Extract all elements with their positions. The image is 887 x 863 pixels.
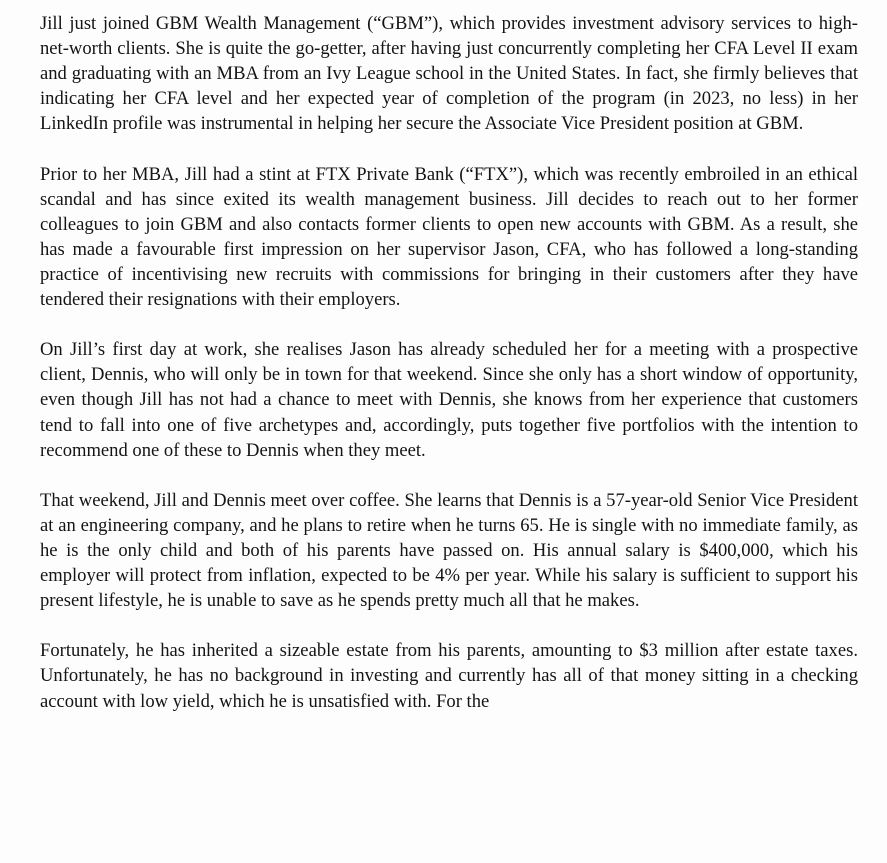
paragraph-ftx-background: Prior to her MBA, Jill had a stint at FTX Private Bank (“FTX”), which was recently embroiled in an ethical scandal and has since exited its wealth management business. Jill decides to reach out to her former colleagues to join GBM and also contacts former clients to open new accounts with GBM. As a result, she has made a favourable first impression on her supervisor Jason, CFA, who has followed a long-standing practice of incentivising new recruits with commissions for bringing in their customers after they have tendered their resignations with their employers. xyxy=(40,163,858,311)
paragraph-first-day-meeting: On Jill’s first day at work, she realises Jason has already scheduled her for a meeting with a prospective client, Dennis, who will only be in town for that weekend. Since she only has a short window of opportunity, even though Jill has not had a chance to meet with Dennis, she knows from her experience that customers tend to fall into one of five archetypes and, accordingly, puts together five portfolios with the intention to recommend one of these to Dennis when they meet. xyxy=(40,339,858,461)
paragraph-dennis-profile: That weekend, Jill and Dennis meet over coffee. She learns that Dennis is a 57-year-old Senior Vice President at an engineering company, and he plans to retire when he turns 65. He is single with no immediate family, as he is the only child and both of his parents have passed on. His annual salary is $400,000, which his employer will protect from inflation, expected to be 4% per year. While his salary is sufficient to support his present lifestyle, he is unable to save as he spends pretty much all that he makes. xyxy=(40,489,858,612)
paragraph-jill-joins-gbm: Jill just joined GBM Wealth Management (“GBM”), which provides investment advisory services to high-net-worth clients. She is quite the go-getter, after having just concurrently completing her CFA Level II exam and graduating with an MBA from an Ivy League school in the United States. In fact, she firmly believes that indicating her CFA level and her expected year of completion of the program (in 2023, no less) in her LinkedIn profile was instrumental in helping her secure the Associate Vice President position at GBM. xyxy=(40,13,858,135)
paragraph-inherited-estate: Fortunately, he has inherited a sizeable estate from his parents, amounting to $3 million after estate taxes. Unfortunately, he has no background in investing and currently has all of that money sitting in a checking account with low yield, which he is unsatisfied with. For the xyxy=(40,640,858,712)
document-body xyxy=(40,11,858,739)
